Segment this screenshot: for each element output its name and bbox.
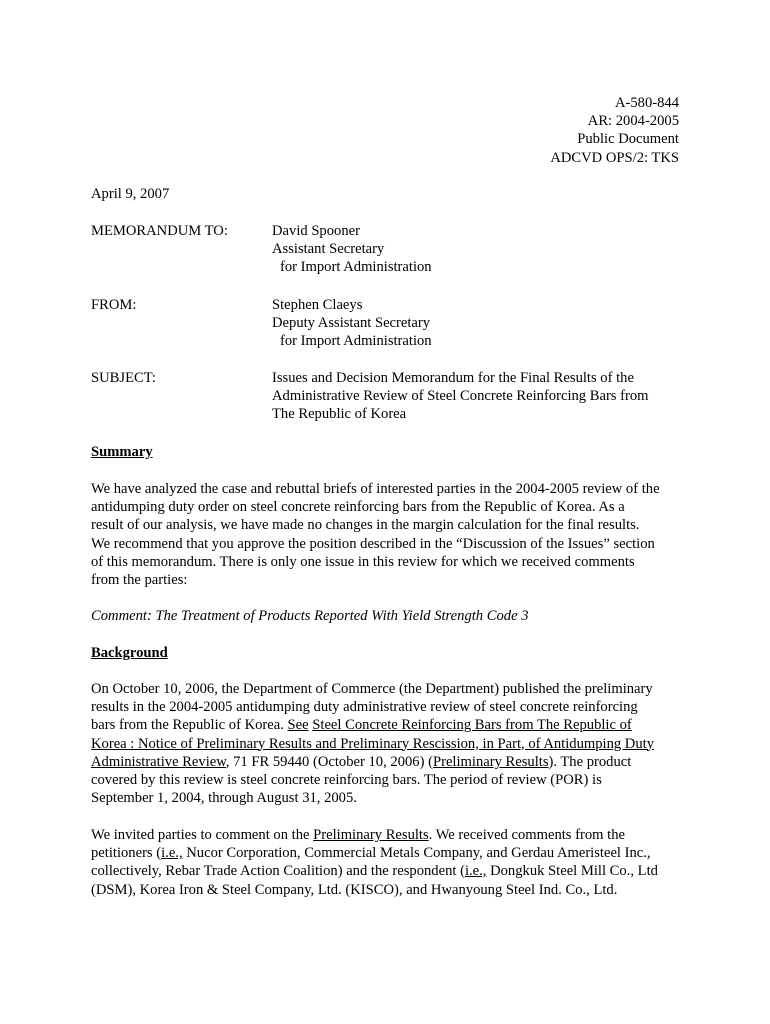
background-line: September 1, 2004, through August 31, 2005. xyxy=(91,790,357,807)
memo-subject-line: The Republic of Korea xyxy=(272,406,407,423)
memo-subject-value xyxy=(272,369,682,424)
summary-heading: Summary xyxy=(91,444,153,460)
text-run: Nucor Corporation, Commercial Metals Company, and Gerdau Ameristeel Inc., xyxy=(182,845,651,862)
memo-from-label: FROM: xyxy=(91,297,137,313)
background-line xyxy=(91,716,691,734)
see-citation: See xyxy=(287,717,309,734)
background-heading: Background xyxy=(91,645,168,661)
case-number: A-580-844 xyxy=(614,95,679,111)
summary-paragraph xyxy=(91,480,691,589)
summary-line: We have analyzed the case and rebuttal briefs of interested parties in the 2004-2005 review of the xyxy=(91,481,660,497)
memo-to-label: MEMORANDUM TO: xyxy=(91,223,228,239)
memo-subject-line: Issues and Decision Memorandum for the Final Results of the xyxy=(272,370,634,386)
summary-line: from the parties: xyxy=(91,572,188,589)
notice-title: Korea : Notice of Preliminary Results and Preliminary Rescission, in Part, of Antidumping Duty xyxy=(91,735,654,752)
document-type: Public Document xyxy=(577,131,679,148)
review-period: AR: 2004-2005 xyxy=(587,113,679,130)
preliminary-results-ref: Preliminary Results xyxy=(432,753,549,770)
memo-to-name: David Spooner xyxy=(272,223,360,239)
text-run: bars from the Republic of Korea. xyxy=(91,717,288,734)
text-run: We invited parties to comment on the xyxy=(91,827,314,843)
memo-from-name: Stephen Claeys xyxy=(272,297,363,313)
memo-date: April 9, 2007 xyxy=(91,186,170,202)
background-line xyxy=(91,826,691,844)
office-code: ADCVD OPS/2: TKS xyxy=(550,149,679,166)
text-run: ). The product xyxy=(548,753,632,770)
memo-from-dept: for Import Administration xyxy=(280,333,432,350)
background-line xyxy=(91,735,691,753)
text-run: petitioners ( xyxy=(91,845,162,862)
ie-abbrev: i.e., xyxy=(161,845,183,862)
background-line xyxy=(91,862,691,880)
notice-title: Administrative Review xyxy=(91,753,226,770)
background-line: On October 10, 2006, the Department of Commerce (the Department) published the preliminary xyxy=(91,681,653,697)
background-paragraph-2 xyxy=(91,826,691,899)
text-run: , 71 FR 59440 (October 10, 2006) ( xyxy=(225,753,433,770)
memo-to-value xyxy=(272,222,682,277)
document-header xyxy=(550,94,679,167)
notice-title: Steel Concrete Reinforcing Bars from The Republic of xyxy=(312,717,632,734)
ie-abbrev: i.e., xyxy=(464,863,487,880)
summary-line: of this memorandum. There is only one issue in this review for which we received comments xyxy=(91,553,635,570)
text-run: collectively, Rebar Trade Action Coalition) and the respondent ( xyxy=(91,863,465,880)
background-line: covered by this review is steel concrete reinforcing bars. The period of review (POR) is xyxy=(91,772,602,789)
memo-to-title: Assistant Secretary xyxy=(272,241,385,258)
background-line: results in the 2004-2005 antidumping duty administrative review of steel concrete reinforcing xyxy=(91,699,638,716)
text-run: . We received comments from the xyxy=(428,827,625,843)
text-run: Dongkuk Steel Mill Co., Ltd xyxy=(486,863,658,880)
memo-subject-line: Administrative Review of Steel Concrete Reinforcing Bars from xyxy=(272,388,649,405)
summary-line: We recommend that you approve the position described in the “Discussion of the Issues” section xyxy=(91,535,655,552)
background-line xyxy=(91,753,691,771)
summary-line: result of our analysis, we have made no changes in the margin calculation for the final results. xyxy=(91,517,640,534)
preliminary-results-ref: Preliminary Results xyxy=(313,827,429,843)
memo-subject-label: SUBJECT: xyxy=(91,370,156,386)
background-paragraph-1 xyxy=(91,680,691,807)
memo-from-title: Deputy Assistant Secretary xyxy=(272,315,431,332)
memo-to-dept: for Import Administration xyxy=(280,259,432,276)
comment-title: Comment: The Treatment of Products Reported With Yield Strength Code 3 xyxy=(91,608,529,624)
background-line: (DSM), Korea Iron & Steel Company, Ltd. (KISCO), and Hwanyoung Steel Ind. Co., Ltd. xyxy=(91,881,618,898)
background-line xyxy=(91,844,691,862)
memo-from-value xyxy=(272,296,682,351)
summary-line: antidumping duty order on steel concrete reinforcing bars from the Republic of Korea. As a xyxy=(91,499,625,516)
